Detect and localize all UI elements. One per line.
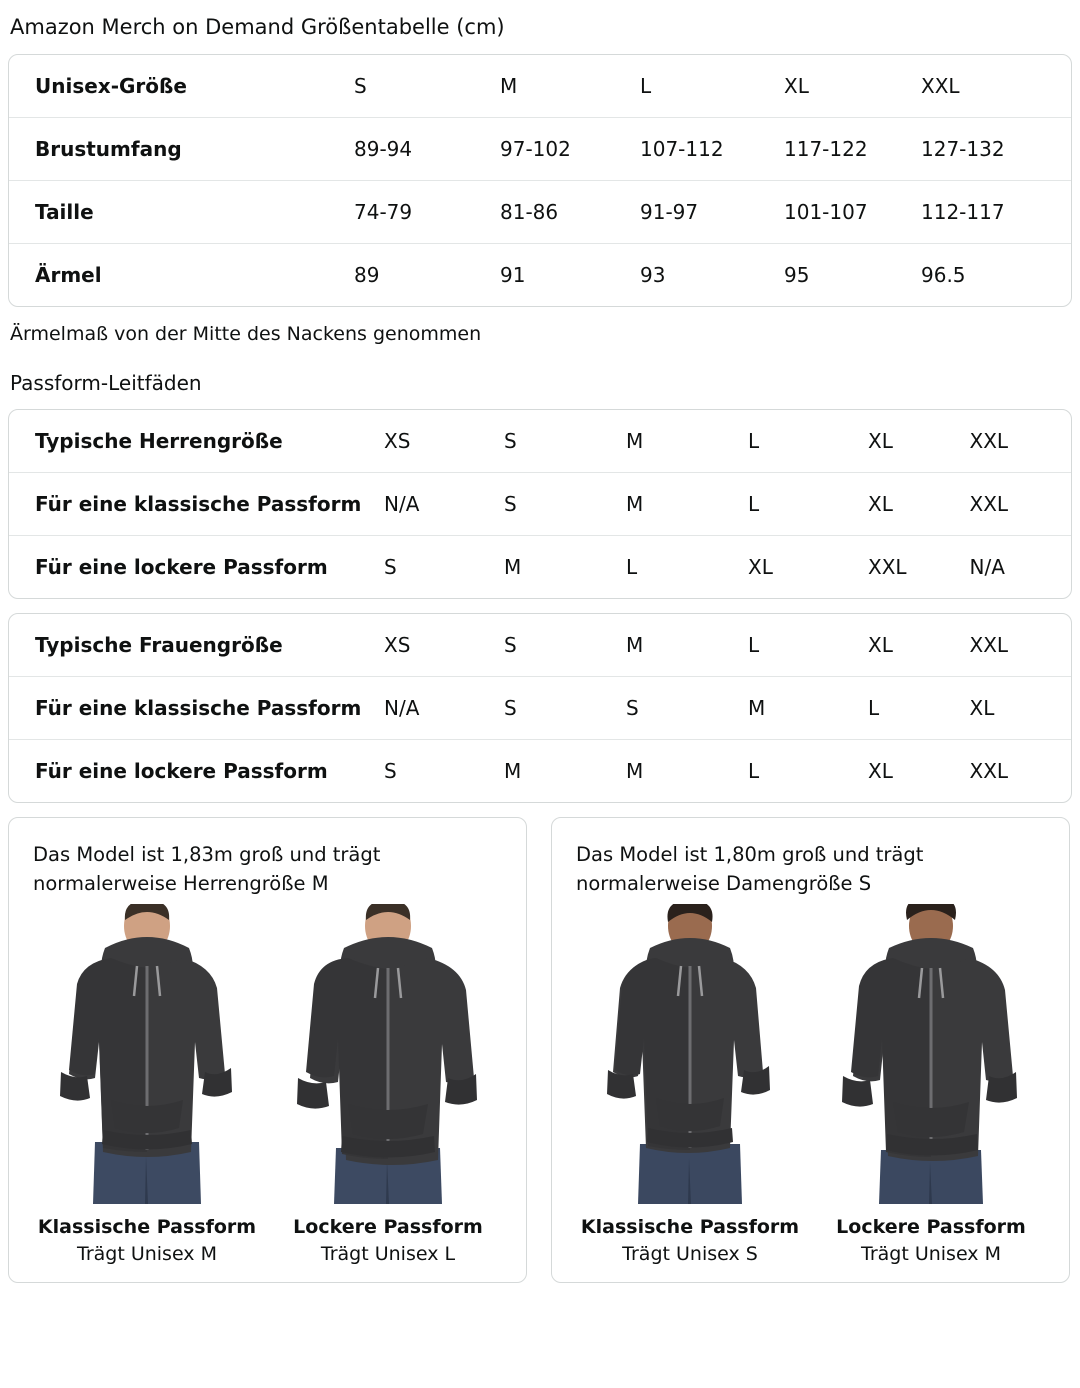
sleeve-measure-note: Ärmelmaß von der Mitte des Nackens genommen: [10, 323, 482, 345]
cell: 96.5: [921, 244, 1071, 307]
female-figures: [576, 904, 1045, 1268]
male-model-hoodie-classic-icon: [33, 904, 261, 1204]
figure-male-classic: [33, 904, 261, 1268]
cell: M: [626, 473, 748, 536]
fit-guides-heading: Passform-Leitfäden: [10, 371, 202, 395]
cell: XL: [784, 74, 809, 98]
cell: M: [626, 633, 644, 657]
cell: S: [384, 536, 504, 599]
table-row: [9, 55, 1071, 118]
cell: M: [626, 429, 644, 453]
row-label: Für eine lockere Passform: [9, 740, 384, 803]
cell: 95: [784, 244, 921, 307]
male-model-card: [8, 817, 527, 1283]
male-model-hoodie-relaxed-icon: [274, 904, 502, 1204]
cell: XXL: [969, 429, 1009, 453]
page-title: Amazon Merch on Demand Größentabelle (cm): [10, 15, 505, 39]
cell: XXL: [970, 740, 1072, 803]
female-model-hoodie-relaxed-icon: [817, 904, 1045, 1204]
cell: L: [626, 536, 748, 599]
cell: 97-102: [500, 118, 640, 181]
row-label: Für eine lockere Passform: [9, 536, 384, 599]
cell: L: [748, 429, 760, 453]
cell: XXL: [969, 633, 1009, 657]
cell: N/A: [970, 536, 1072, 599]
cell: XXL: [921, 74, 960, 98]
row-label: Typische Frauengröße: [35, 633, 283, 657]
wears-size: Trägt Unisex M: [77, 1243, 217, 1265]
table-row: [9, 677, 1071, 740]
figure-labels: [576, 1214, 804, 1268]
cell: L: [748, 473, 868, 536]
cell: M: [626, 740, 748, 803]
cell: S: [504, 677, 626, 740]
figure-labels: [274, 1214, 502, 1268]
fit-name: Klassische Passform: [580, 1216, 800, 1238]
cell: XL: [868, 740, 970, 803]
cell: 107-112: [640, 118, 784, 181]
cell: XS: [384, 429, 411, 453]
male-model-caption: Das Model ist 1,83m groß und trägt normalerweise Herrengröße M: [33, 843, 381, 895]
cell: 93: [640, 244, 784, 307]
row-label: Typische Herrengröße: [35, 429, 283, 453]
cell: 117-122: [784, 118, 921, 181]
row-label: Für eine klassische Passform: [9, 473, 384, 536]
cell: XL: [868, 473, 970, 536]
cell: S: [504, 473, 626, 536]
cell: 101-107: [784, 181, 921, 244]
cell: XL: [868, 633, 893, 657]
cell: S: [354, 74, 367, 98]
cell: L: [748, 740, 868, 803]
measurement-table: [9, 55, 1071, 306]
model-cards-row: [8, 817, 1072, 1283]
wears-size: Trägt Unisex L: [320, 1243, 456, 1265]
table-row: [9, 244, 1071, 307]
table-row: [9, 740, 1071, 803]
cell: S: [626, 677, 748, 740]
fit-name: Klassische Passform: [37, 1216, 257, 1238]
cell: 91-97: [640, 181, 784, 244]
cell: S: [504, 429, 517, 453]
cell: M: [504, 536, 626, 599]
female-model-card: [551, 817, 1070, 1283]
cell: L: [868, 677, 970, 740]
row-label: Für eine klassische Passform: [9, 677, 384, 740]
cell: 89: [354, 244, 500, 307]
cell: N/A: [384, 677, 504, 740]
table-row: [9, 410, 1071, 473]
cell: 127-132: [921, 118, 1071, 181]
figure-labels: [817, 1214, 1045, 1268]
row-label: Taille: [9, 181, 354, 244]
womens-fit-table: [9, 614, 1071, 802]
table-row: [9, 118, 1071, 181]
cell: XL: [868, 429, 893, 453]
mens-fit-table: [9, 410, 1071, 598]
cell: 81-86: [500, 181, 640, 244]
cell: L: [748, 633, 760, 657]
cell: S: [504, 633, 517, 657]
wears-size: Trägt Unisex M: [861, 1243, 1001, 1265]
row-label: Unisex-Größe: [35, 74, 187, 98]
cell: XS: [384, 633, 411, 657]
cell: XXL: [868, 536, 970, 599]
cell: 91: [500, 244, 640, 307]
cell: XL: [748, 536, 868, 599]
cell: 89-94: [354, 118, 500, 181]
row-label: Ärmel: [9, 244, 354, 307]
table-row: [9, 473, 1071, 536]
male-figures: [33, 904, 502, 1268]
cell: M: [500, 74, 518, 98]
row-label: Brustumfang: [9, 118, 354, 181]
cell: S: [384, 740, 504, 803]
cell: 112-117: [921, 181, 1071, 244]
fit-name: Lockere Passform: [836, 1216, 1026, 1238]
cell: 74-79: [354, 181, 500, 244]
cell: M: [504, 740, 626, 803]
mens-fit-table-card: [8, 409, 1072, 599]
figure-female-classic: [576, 904, 804, 1268]
measurement-table-card: [8, 54, 1072, 307]
female-model-hoodie-classic-icon: [576, 904, 804, 1204]
cell: XL: [970, 677, 1072, 740]
figure-male-relaxed: [274, 904, 502, 1268]
cell: N/A: [384, 473, 504, 536]
figure-labels: [33, 1214, 261, 1268]
wears-size: Trägt Unisex S: [622, 1243, 758, 1265]
table-row: [9, 181, 1071, 244]
fit-name: Lockere Passform: [293, 1216, 483, 1238]
cell: L: [640, 74, 652, 98]
figure-female-relaxed: [817, 904, 1045, 1268]
table-row: [9, 614, 1071, 677]
womens-fit-table-card: [8, 613, 1072, 803]
cell: M: [748, 677, 868, 740]
female-model-caption: Das Model ist 1,80m groß und trägt normalerweise Damengröße S: [576, 843, 924, 895]
table-row: [9, 536, 1071, 599]
cell: XXL: [970, 473, 1072, 536]
